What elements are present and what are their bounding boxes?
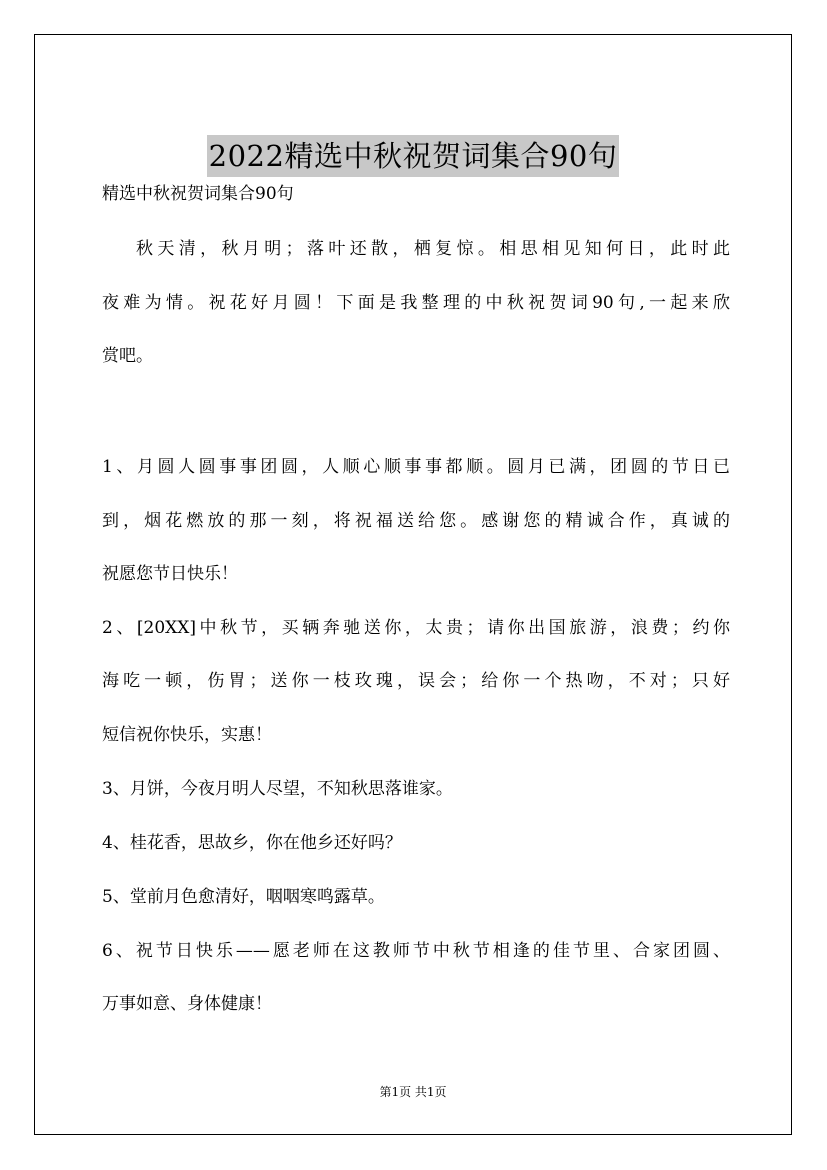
document-subtitle: 精选中秋祝贺词集合90句 — [102, 184, 294, 204]
intro-line-1: 秋天清，秋月明；落叶还散，栖复惊。相思相见知何日，此时此 — [136, 239, 730, 259]
document-title: 2022精选中秋祝贺词集合90句 — [207, 135, 620, 177]
item-6-line-1: 6、祝节日快乐——愿老师在这教师节中秋节相逢的佳节里、合家团圆、 — [102, 941, 730, 961]
page-footer: 第1页 共1页 — [379, 1085, 447, 1099]
item-4-line: 4、桂花香，思故乡，你在他乡还好吗？ — [102, 833, 402, 853]
intro-line-2: 夜难为情。祝花好月圆！下面是我整理的中秋祝贺词90句,一起来欣 — [102, 293, 730, 313]
document-page — [34, 34, 792, 1135]
item-2-line-1: 2、[20XX]中秋节，买辆奔驰送你，太贵；请你出国旅游，浪费；约你 — [102, 618, 730, 638]
title-container — [35, 135, 791, 177]
item-6-line-2: 万事如意、身体健康！ — [102, 994, 272, 1014]
item-5-line: 5、堂前月色愈清好，咽咽寒鸣露草。 — [102, 887, 385, 907]
intro-line-3: 赏吧。 — [102, 346, 153, 366]
item-3-line: 3、月饼，今夜月明人尽望，不知秋思落谁家。 — [102, 779, 453, 799]
item-2-line-2: 海吃一顿，伤胃；送你一枝玫瑰，误会；给你一个热吻，不对；只好 — [102, 671, 730, 691]
item-1-line-3: 祝愿您节日快乐！ — [102, 564, 238, 584]
item-1-line-2: 到，烟花燃放的那一刻，将祝福送给您。感谢您的精诚合作，真诚的 — [102, 511, 730, 531]
item-2-line-3: 短信祝你快乐，实惠！ — [102, 725, 272, 745]
item-1-line-1: 1、月圆人圆事事团圆，人顺心顺事事都顺。圆月已满，团圆的节日已 — [102, 457, 730, 477]
